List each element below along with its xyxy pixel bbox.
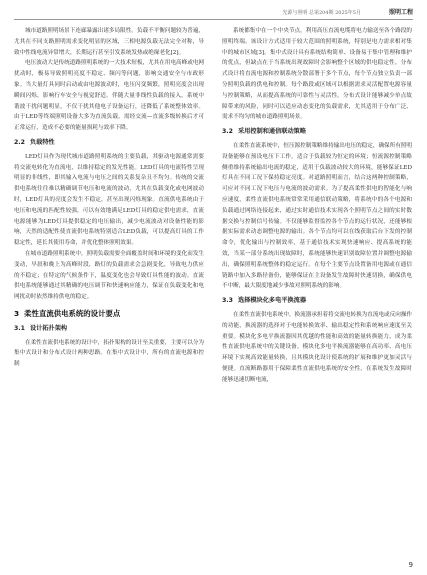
section-heading-3 (14, 309, 204, 320)
right-column (222, 26, 412, 386)
section-title: 采用控制和通信联动策略 (237, 128, 307, 136)
section-number: 3.2 (222, 128, 233, 136)
paragraph: 城市道路照明场景下连廊暴露出诸多局限性。负载不平衡问题较为普遍，尤其在不同支路照明需求变化明显的区域，三相电源负载无法完全对称，导致中性线电流异常增大，长期运行甚至引发系统发热或绝缘老化[2]。 (14, 28, 205, 56)
paragraph: 在城市道路照明系统中，照明负载需要全面覆盖时间和环境的变化而发生变动，早晨和晚上为高峰时段，路灯的负载需求会急剧变化，导致电力供应的不稳定；在特定的气候条件下，温度变化也会导致灯具性能的波动。直流供电系统能够通过其精确的电压调节和快速响应能力，保证在负载变化和电网扰动时依然维持供电的稳定。 (14, 250, 205, 301)
section-number: 3 (14, 308, 20, 318)
column-name: 照明工程 (388, 9, 413, 16)
paragraph: 在柔性直流供电系统的设计中，拓扑架构的设计至关重要，主要可以分为集中式设计和分布式设计两种思路。在集中式设计中，所有的直流电源和控制 (14, 339, 205, 368)
page-header (14, 6, 413, 20)
journal-issue: 光源与照明 总第204期 2025年5月 (282, 10, 361, 16)
section-heading-3-1 (14, 324, 204, 335)
section-number: 2.2 (14, 138, 25, 146)
section-heading-2-2 (14, 138, 204, 149)
section-number: 3.3 (222, 297, 233, 305)
section-title: 柔性直流供电系统的设计要点 (24, 308, 121, 318)
paragraph: 在柔性直流供电系统中，换流器承担着将交流电转换为直流电或反向操作的功能，换流器的选择对于电能转换效率、输出稳定性和系统响应速度至关重要。模块化多电平换流器因其优越的性能和高效的能量转换能力，成为柔性直流供电系统中的关键设备。模块化多电平换流器能够在高功率、高电压环境下实现高效能量转换，且其模块化设计使系统的扩展和维护更加灵活与便捷。直流断路器用于保障柔性直流供电系统的安全性，在系统发生故障时能够迅速切断电流， (222, 311, 413, 383)
paragraph: LED灯具作为现代城市道路照明系统的主要负载，其驱动电源通常需要将交流电转化为直流电，以维持稳定的发光性能。LED灯具的电流特性呈现明显的非线性，即其输入电流与电压之间的关系复杂且不均匀。传统的交流供电系统往往难以精确调节电压和电流的波动，尤其在负载变化或电网波动时，LED灯具的亮度会发生不稳定，甚至出现闪烁现象。直流供电系统由于电压和电流的匹配性较强，可以有效地满足LED灯具的稳定供电需求，直流电源能够为LED灯具提供稳定的电压输出，减少电流波动对设备性能的影响，天然的适配性使直流供电系统特别适合LED负载，可以提高灯具的工作稳定性，延长其使用寿命，并优化整体照明效果。 (14, 153, 204, 247)
section-title: 设计拓扑架构 (29, 324, 68, 332)
section-title: 负载特性 (29, 138, 55, 146)
section-title: 选择模块化多电平换流器 (237, 297, 307, 305)
paragraph: 电压波动大是传统道路照明系统的一大技术短板，尤其在用电高峰或电网扰动时，极易导致照明亮度不稳定、频闪等问题，影响交通安全与市政形象。当大量灯具同时启动或由电源波动时，电压闪变频繁，照明亮度会出现瞬间闪烁，影响行车安全与视觉舒适。伴随大量非线性负载的接入，系统中谐波干扰问题明显，不仅干扰其他电子设备运行，还降低了系统整体效率。由于LED等终端照明设备大多为直流负载，需经交流—直流多级转换后才可正常运行，造成不必要的能量损耗与效率下降。 (14, 60, 205, 132)
page-number: 9 (408, 561, 413, 569)
section-heading-3-3 (222, 296, 412, 307)
left-column (14, 26, 204, 370)
section-number: 3.1 (14, 324, 25, 332)
paragraph: 在柔性直流系统中，恒压源控制策略维持输出电压的稳定，确保所有照明设备能够在预设电压下工作，适合于负载较为恒定的环境；恒流源控制策略侧重维持系统输出电流的稳定，适用于负载波动较大的环境，能够保证LED灯具在不同工况下保持稳定亮度。对道路照明而言，结合这两种控制策略，可应对不同工况下电压与电流的波动需求。为了提高柔性供电的智能化与响应速度，柔性直流供电系统常常采用通信联动策略，将系统中的各个电源和负载通过网络连接起来，通过实时通信技术实现各个照明节点之间的实时数据交换与控制信号传输。不仅能够监督监控各个节点的运行状况，还能够根据实际需求动态调整电源的输出。各个节点均可以在线获取后台下发的控制命令，优化输出与控制效率，基于通信技术实现快速响应、提高系统的能效，当某一部分系统出现故障时，系统能够快速识别故障位置并调整电源输出，确保照明系统整体的稳定运行。在每个主要节点设置备用电源或在通信链路中加入多路径备份，能够保证在主设备发生故障时快速切换，确保供电不中断，最大限度地减少事故对照明系统的影响。 (222, 142, 413, 290)
paragraph: 系统都集中在一个中央节点，利用高压直流电缆将电力输送至各个路段的照明终端。该设计方式适用于较大范围的照明系统，特别是电力需求相对集中的城市区域[3]。集中式设计具有系统结构简单、设备易于集中管理和维护的优点，但缺点在于当系统出现故障时会影响整个区域的供电稳定性。分布式设计将直流电源和控制系统分散部署于多个节点，每个节点独立负责一部分照明负载的供电和控制。每个路段或区域可以根据需求灵活配置电源容量与控制策略，从而提高系统的可靠性与灵活性。分布式设计能够减少单点故障带来的风险，同时可以适应动态变化的负载需求，尤其适用于分布广泛、需求不均匀的城市道路照明场景。 (222, 28, 413, 121)
section-heading-3-2 (222, 127, 412, 138)
